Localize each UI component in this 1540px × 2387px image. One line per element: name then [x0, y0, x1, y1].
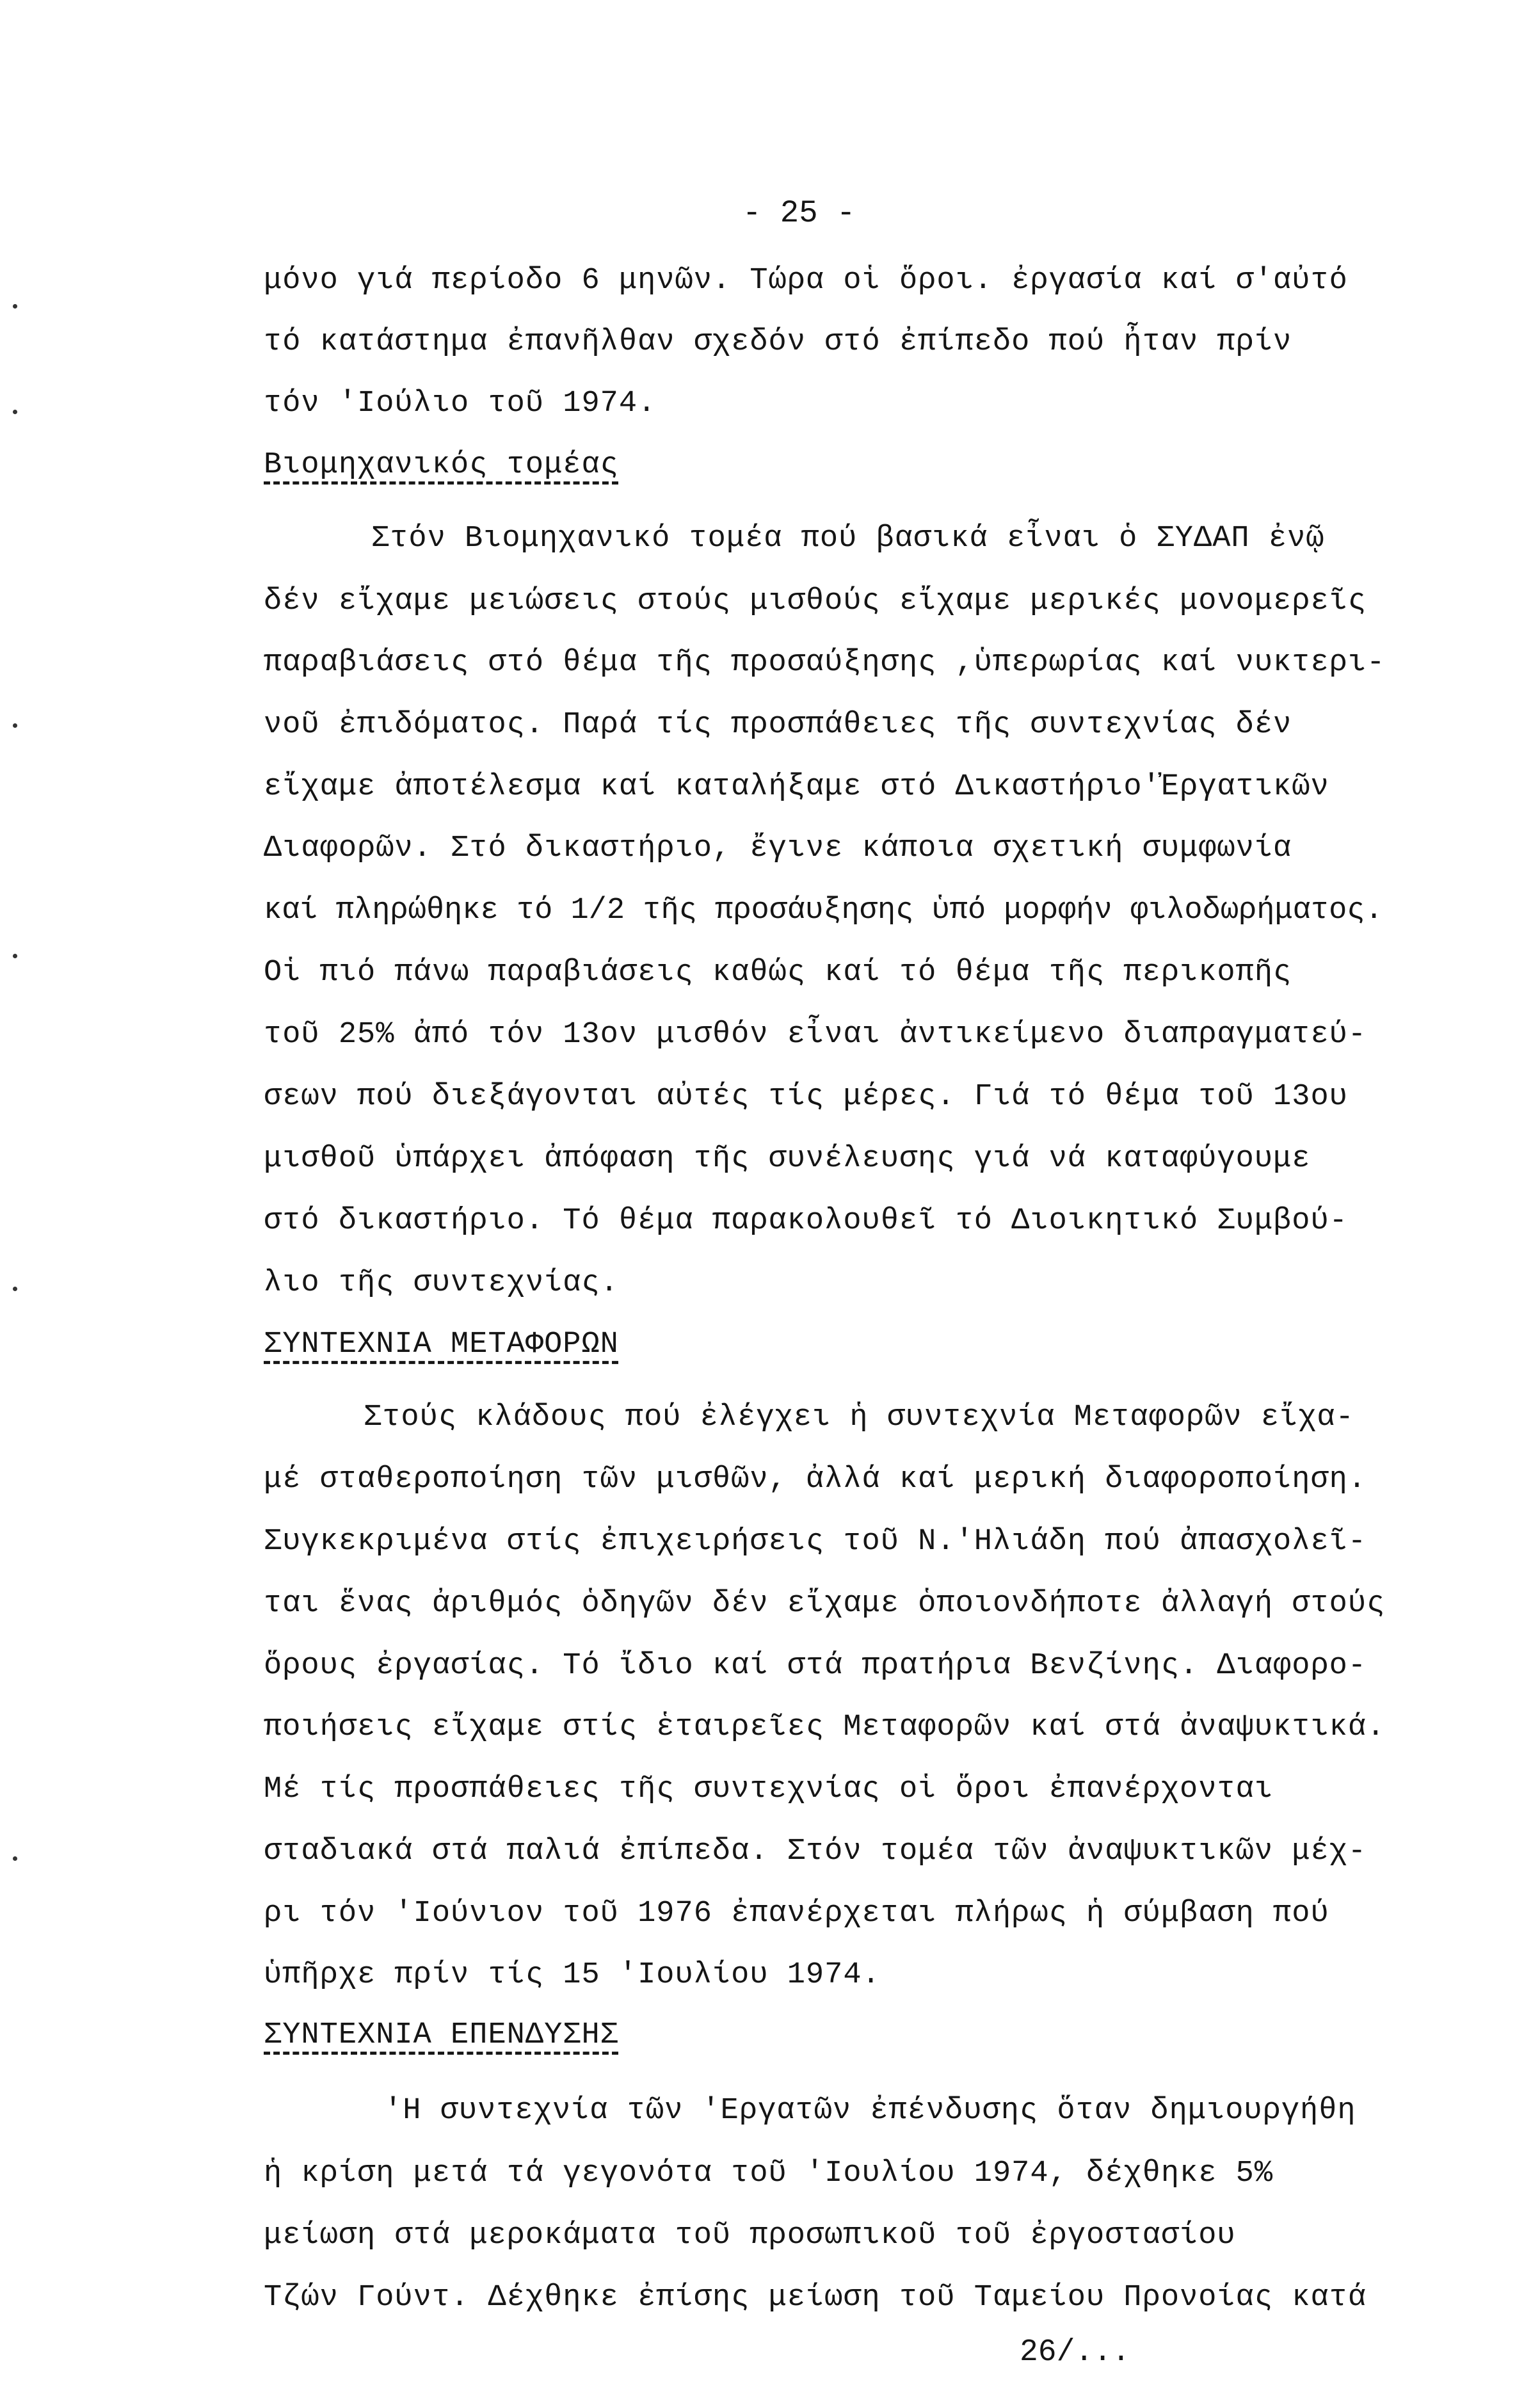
text-line: μόνο γιά περίοδο 6 μηνῶν. Τώρα οἱ ὅροι. ἐργασία καί σ'αὐτό — [264, 264, 1348, 298]
scan-speck — [13, 410, 17, 414]
text-line: μισθοῦ ὑπάρχει ἀπόφαση τῆς συνέλευσης γιά νά καταφύγουμε — [264, 1142, 1311, 1176]
section-heading-transport-union: ΣΥΝΤΕΧΝΙΑ ΜΕΤΑΦΟΡΩΝ — [264, 1328, 619, 1362]
text-line: εἴχαμε ἀποτέλεσμα καί καταλήξαμε στό Δικαστήριο'Ἐργατικῶν — [264, 770, 1329, 804]
text-line: Μέ τίς προσπάθειες τῆς συντεχνίας οἱ ὅροι ἐπανέρχονται — [264, 1772, 1274, 1806]
text-line: νοῦ ἐπιδόματος. Παρά τίς προσπάθειες τῆς συντεχνίας δέν — [264, 708, 1292, 742]
section-heading-upholstery-union: ΣΥΝΤΕΧΝΙΑ ΕΠΕΝΔΥΣΗΣ — [264, 2018, 619, 2052]
section-heading-industrial: Βιομηχανικός τομέας — [264, 448, 619, 482]
text-line: Συγκεκριμένα στίς ἐπιχειρήσεις τοῦ Ν.'Ηλιάδη πού ἀπασχολεῖ- — [264, 1525, 1367, 1559]
text-line: Τζών Γούντ. Δέχθηκε ἐπίσης μείωση τοῦ Ταμείου Προνοίας κατά — [264, 2281, 1367, 2315]
text-line: ποιήσεις εἴχαμε στίς ἑταιρεῖες Μεταφορῶν καί στά ἀναψυκτικά. — [264, 1710, 1386, 1744]
text-line: τοῦ 25% ἀπό τόν 13ον μισθόν εἶναι ἀντικείμενο διαπραγματεύ- — [264, 1018, 1367, 1052]
scan-speck — [13, 723, 17, 728]
continuation-marker: 26/... — [1020, 2335, 1130, 2370]
text-line: τόν 'Ιούλιο τοῦ 1974. — [264, 387, 657, 421]
scan-speck — [13, 304, 17, 309]
text-line: τό κατάστημα ἐπανῆλθαν σχεδόν στό ἐπίπεδο πού ἦταν πρίν — [264, 325, 1292, 359]
text-line: μείωση στά μεροκάματα τοῦ προσωπικοῦ τοῦ ἐργοστασίου — [264, 2219, 1236, 2253]
text-line: Οἱ πιό πάνω παραβιάσεις καθώς καί τό θέμα τῆς περικοπῆς — [264, 956, 1292, 990]
text-line: δέν εἴχαμε μειώσεις στούς μισθούς εἴχαμε μερικές μονομερεῖς — [264, 584, 1367, 618]
text-line: 'Η συντεχνία τῶν 'Εργατῶν ἐπένδυσης ὅταν δημιουργήθη — [384, 2094, 1356, 2128]
text-line: ἡ κρίση μετά τά γεγονότα τοῦ 'Ιουλίου 1974, δέχθηκε 5% — [264, 2157, 1274, 2190]
text-line: ὅρους ἐργασίας. Τό ἴδιο καί στά πρατήρια Βενζίνης. Διαφορο- — [264, 1649, 1367, 1683]
text-line: Διαφορῶν. Στό δικαστήριο, ἔγινε κάποια σχετική συμφωνία — [264, 832, 1292, 865]
scan-speck — [13, 1287, 17, 1291]
text-line: σεων πού διεξάγονται αὐτές τίς μέρες. Γιά τό θέμα τοῦ 13ου — [264, 1080, 1348, 1114]
text-line: σταδιακά στά παλιά ἐπίπεδα. Στόν τομέα τῶν ἀναψυκτικῶν μέχ- — [264, 1835, 1367, 1869]
text-line: ὑπῆρχε πρίν τίς 15 'Ιουλίου 1974. — [264, 1958, 881, 1992]
scan-speck — [13, 1856, 17, 1861]
text-line: μέ σταθεροποίηση τῶν μισθῶν, ἀλλά καί μερική διαφοροποίηση. — [264, 1463, 1367, 1497]
text-line: στό δικαστήριο. Τό θέμα παρακολουθεῖ τό Διοικητικό Συμβού- — [264, 1204, 1348, 1238]
scan-speck — [13, 954, 17, 958]
text-line: καί πληρώθηκε τό 1/2 τῆς προσάυξησης ὑπό μορφήν φιλοδωρήματος. — [264, 894, 1383, 928]
page-number: - 25 - — [742, 195, 856, 231]
text-line: Στούς κλάδους πού ἐλέγχει ἡ συντεχνία Μεταφορῶν εἴχα- — [364, 1401, 1354, 1435]
text-line: ρι τόν 'Ιούνιον τοῦ 1976 ἐπανέρχεται πλήρως ἡ σύμβαση πού — [264, 1897, 1329, 1931]
text-line: λιο τῆς συντεχνίας. — [264, 1266, 619, 1300]
text-line: παραβιάσεις στό θέμα τῆς προσαύξησης ,ὑπερωρίας καί νυκτερι- — [264, 646, 1386, 680]
text-line: ται ἕνας ἀριθμός ὁδηγῶν δέν εἴχαμε ὁποιονδήποτε ἀλλαγή στούς — [264, 1587, 1386, 1621]
text-line: Στόν Βιομηχανικό τομέα πού βασικά εἶναι ὁ ΣΥΔΑΠ ἐνῷ — [371, 522, 1325, 556]
